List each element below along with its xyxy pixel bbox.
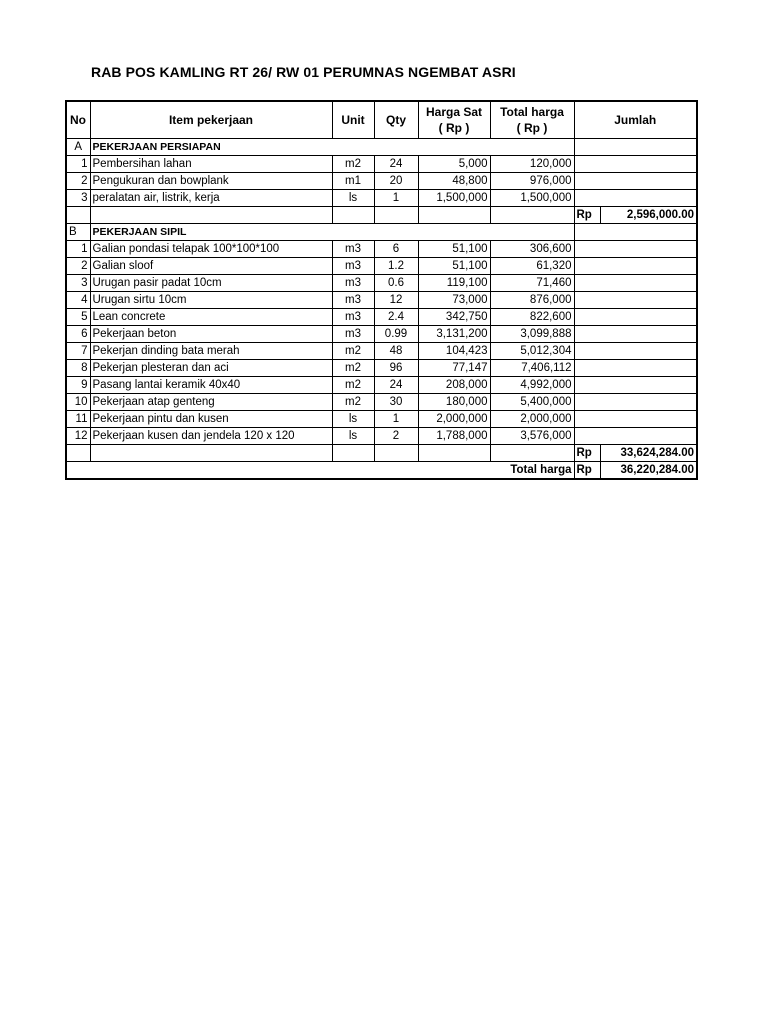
row-total-harga: 5,012,304	[490, 342, 574, 359]
table-row	[66, 410, 697, 427]
row-total-harga: 120,000	[490, 155, 574, 172]
row-qty: 24	[374, 155, 418, 172]
row-item: Pekerjaan pintu dan kusen	[90, 410, 332, 427]
subtotal-blank-harga	[418, 444, 490, 461]
table-row	[66, 189, 697, 206]
row-qty: 30	[374, 393, 418, 410]
row-no: 1	[66, 155, 90, 172]
row-no: 11	[66, 410, 90, 427]
subtotal-value: 33,624,284.00	[600, 444, 697, 461]
grand-total-currency: Rp	[574, 461, 600, 479]
table-row	[66, 427, 697, 444]
header-item: Item pekerjaan	[90, 101, 332, 138]
header-qty: Qty	[374, 101, 418, 138]
row-harga-sat: 1,500,000	[418, 189, 490, 206]
grand-total-row	[66, 461, 697, 479]
row-jumlah	[574, 257, 697, 274]
row-total-harga: 1,500,000	[490, 189, 574, 206]
grand-total-value: 36,220,284.00	[600, 461, 697, 479]
section-header-blank	[574, 223, 697, 240]
row-qty: 12	[374, 291, 418, 308]
row-item: Pekerjan plesteran dan aci	[90, 359, 332, 376]
row-item: Galian pondasi telapak 100*100*100	[90, 240, 332, 257]
row-item: Pekerjaan atap genteng	[90, 393, 332, 410]
table-row	[66, 359, 697, 376]
row-harga-sat: 51,100	[418, 240, 490, 257]
row-qty: 0.99	[374, 325, 418, 342]
subtotal-blank-qty	[374, 444, 418, 461]
row-unit: m3	[332, 308, 374, 325]
table-row	[66, 155, 697, 172]
section-title: PEKERJAAN SIPIL	[90, 223, 574, 240]
row-qty: 1.2	[374, 257, 418, 274]
row-no: 3	[66, 189, 90, 206]
row-total-harga: 822,600	[490, 308, 574, 325]
header-jumlah: Jumlah	[574, 101, 697, 138]
row-jumlah	[574, 410, 697, 427]
row-jumlah	[574, 274, 697, 291]
section-code: B	[66, 223, 90, 240]
row-jumlah	[574, 427, 697, 444]
rab-table	[65, 100, 698, 480]
subtotal-blank-unit	[332, 206, 374, 223]
row-harga-sat: 73,000	[418, 291, 490, 308]
row-no: 5	[66, 308, 90, 325]
header-total-harga	[490, 101, 574, 138]
row-item: Pengukuran dan bowplank	[90, 172, 332, 189]
row-harga-sat: 3,131,200	[418, 325, 490, 342]
row-jumlah	[574, 325, 697, 342]
row-qty: 24	[374, 376, 418, 393]
subtotal-row	[66, 206, 697, 223]
row-qty: 20	[374, 172, 418, 189]
row-no: 2	[66, 172, 90, 189]
table-row	[66, 325, 697, 342]
row-total-harga: 5,400,000	[490, 393, 574, 410]
row-total-harga: 71,460	[490, 274, 574, 291]
table-row	[66, 308, 697, 325]
row-item: Pasang lantai keramik 40x40	[90, 376, 332, 393]
row-harga-sat: 1,788,000	[418, 427, 490, 444]
header-harga-sat-line2: ( Rp )	[438, 120, 470, 135]
subtotal-value: 2,596,000.00	[600, 206, 697, 223]
table-row	[66, 393, 697, 410]
row-unit: m2	[332, 359, 374, 376]
row-total-harga: 3,576,000	[490, 427, 574, 444]
row-harga-sat: 119,100	[418, 274, 490, 291]
row-unit: m2	[332, 393, 374, 410]
row-no: 6	[66, 325, 90, 342]
row-unit: ls	[332, 427, 374, 444]
subtotal-blank-no	[66, 206, 90, 223]
table-body	[66, 138, 697, 479]
row-qty: 48	[374, 342, 418, 359]
row-item: Pekerjaan kusen dan jendela 120 x 120	[90, 427, 332, 444]
row-item: peralatan air, listrik, kerja	[90, 189, 332, 206]
row-jumlah	[574, 359, 697, 376]
header-no: No	[66, 101, 90, 138]
row-unit: m3	[332, 257, 374, 274]
row-jumlah	[574, 342, 697, 359]
row-no: 10	[66, 393, 90, 410]
row-qty: 1	[374, 410, 418, 427]
row-total-harga: 876,000	[490, 291, 574, 308]
subtotal-currency: Rp	[574, 444, 600, 461]
row-harga-sat: 77,147	[418, 359, 490, 376]
subtotal-blank-total	[490, 444, 574, 461]
document-title: RAB POS KAMLING RT 26/ RW 01 PERUMNAS NGEMBAT ASRI	[91, 64, 516, 80]
header-harga-sat-line1: Harga Sat	[425, 104, 483, 119]
subtotal-blank-total	[490, 206, 574, 223]
row-item: Lean concrete	[90, 308, 332, 325]
row-harga-sat: 2,000,000	[418, 410, 490, 427]
row-unit: m3	[332, 240, 374, 257]
row-jumlah	[574, 240, 697, 257]
row-no: 3	[66, 274, 90, 291]
row-total-harga: 976,000	[490, 172, 574, 189]
row-no: 1	[66, 240, 90, 257]
row-harga-sat: 208,000	[418, 376, 490, 393]
subtotal-blank-item	[90, 444, 332, 461]
row-no: 9	[66, 376, 90, 393]
row-qty: 2.4	[374, 308, 418, 325]
row-total-harga: 306,600	[490, 240, 574, 257]
row-qty: 96	[374, 359, 418, 376]
table-row	[66, 376, 697, 393]
row-no: 2	[66, 257, 90, 274]
subtotal-blank-item	[90, 206, 332, 223]
row-no: 8	[66, 359, 90, 376]
row-unit: m3	[332, 325, 374, 342]
row-unit: ls	[332, 410, 374, 427]
subtotal-blank-qty	[374, 206, 418, 223]
row-no: 7	[66, 342, 90, 359]
table-row	[66, 274, 697, 291]
row-unit: m2	[332, 376, 374, 393]
row-harga-sat: 180,000	[418, 393, 490, 410]
row-harga-sat: 5,000	[418, 155, 490, 172]
row-harga-sat: 342,750	[418, 308, 490, 325]
subtotal-blank-no	[66, 444, 90, 461]
grand-total-blank	[66, 461, 490, 479]
row-jumlah	[574, 308, 697, 325]
row-qty: 0.6	[374, 274, 418, 291]
row-total-harga: 7,406,112	[490, 359, 574, 376]
section-header-blank	[574, 138, 697, 155]
row-jumlah	[574, 393, 697, 410]
table-row	[66, 172, 697, 189]
section-header-row	[66, 223, 697, 240]
header-unit: Unit	[332, 101, 374, 138]
row-harga-sat: 48,800	[418, 172, 490, 189]
row-qty: 6	[374, 240, 418, 257]
row-unit: m2	[332, 155, 374, 172]
row-item: Galian sloof	[90, 257, 332, 274]
table-row	[66, 257, 697, 274]
table-row	[66, 291, 697, 308]
row-unit: m1	[332, 172, 374, 189]
row-jumlah	[574, 376, 697, 393]
row-total-harga: 3,099,888	[490, 325, 574, 342]
row-total-harga: 4,992,000	[490, 376, 574, 393]
table-row	[66, 240, 697, 257]
row-item: Urugan sirtu 10cm	[90, 291, 332, 308]
row-jumlah	[574, 155, 697, 172]
grand-total-label: Total harga	[490, 461, 574, 479]
row-jumlah	[574, 291, 697, 308]
row-unit: ls	[332, 189, 374, 206]
subtotal-blank-unit	[332, 444, 374, 461]
header-total-harga-line2: ( Rp )	[516, 120, 548, 135]
section-header-row	[66, 138, 697, 155]
row-item: Pekerjaan beton	[90, 325, 332, 342]
subtotal-blank-harga	[418, 206, 490, 223]
table-row	[66, 342, 697, 359]
row-no: 12	[66, 427, 90, 444]
row-qty: 1	[374, 189, 418, 206]
section-title: PEKERJAAN PERSIAPAN	[90, 138, 574, 155]
row-jumlah	[574, 189, 697, 206]
header-harga-sat	[418, 101, 490, 138]
row-harga-sat: 104,423	[418, 342, 490, 359]
row-no: 4	[66, 291, 90, 308]
row-jumlah	[574, 172, 697, 189]
row-unit: m3	[332, 291, 374, 308]
row-unit: m3	[332, 274, 374, 291]
row-total-harga: 2,000,000	[490, 410, 574, 427]
header-total-harga-line1: Total harga	[500, 104, 564, 119]
section-code: A	[66, 138, 90, 155]
subtotal-row	[66, 444, 697, 461]
row-harga-sat: 51,100	[418, 257, 490, 274]
row-qty: 2	[374, 427, 418, 444]
table-header-row	[66, 101, 697, 138]
row-total-harga: 61,320	[490, 257, 574, 274]
row-item: Pekerjan dinding bata merah	[90, 342, 332, 359]
row-item: Pembersihan lahan	[90, 155, 332, 172]
row-unit: m2	[332, 342, 374, 359]
subtotal-currency: Rp	[574, 206, 600, 223]
row-item: Urugan pasir padat 10cm	[90, 274, 332, 291]
